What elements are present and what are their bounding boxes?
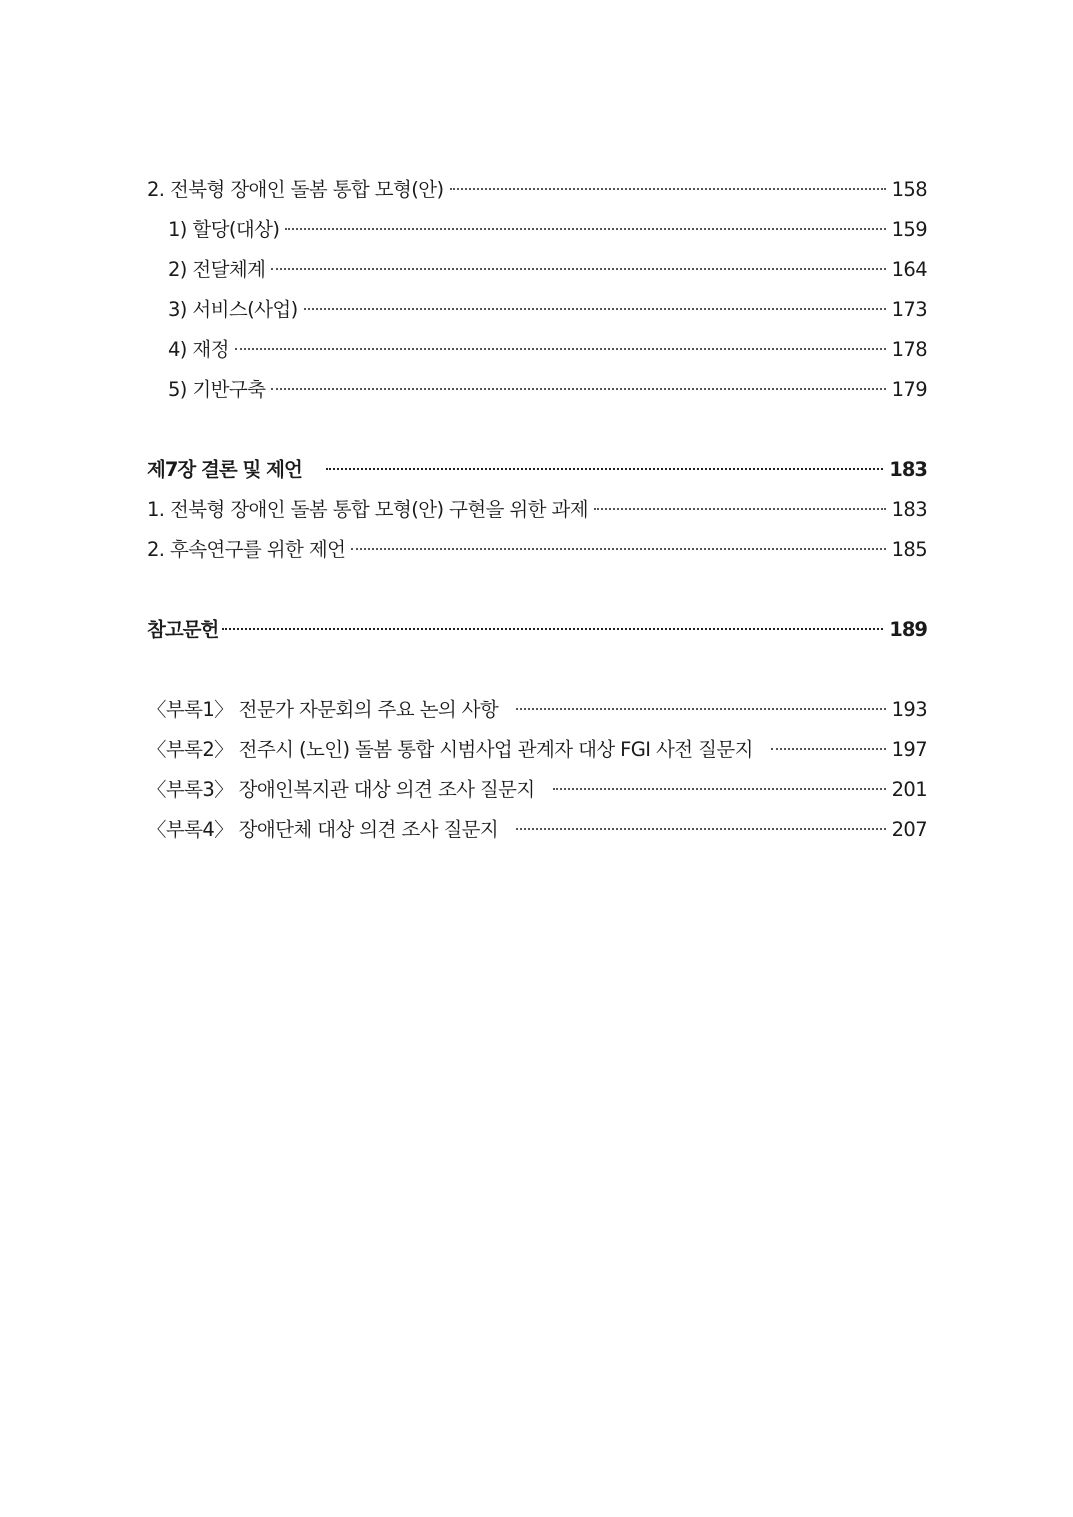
dot-leader bbox=[235, 348, 886, 350]
table-of-contents bbox=[147, 170, 927, 850]
toc-appendix-entry[interactable] bbox=[147, 810, 927, 850]
chapter-page: 183 bbox=[889, 458, 927, 481]
toc-appendix-entry[interactable] bbox=[147, 690, 927, 730]
dot-leader bbox=[516, 828, 885, 830]
toc-subentry[interactable] bbox=[147, 210, 927, 250]
references-title: 참고문헌 bbox=[147, 618, 219, 641]
toc-entry-title: 5) 기반구축 bbox=[168, 378, 266, 401]
dot-leader bbox=[271, 268, 885, 270]
chapter-title: 제7장 결론 및 제언 bbox=[147, 458, 302, 481]
toc-entry[interactable] bbox=[147, 530, 927, 570]
toc-subentry[interactable] bbox=[147, 250, 927, 290]
toc-entry-title: 4) 재정 bbox=[168, 338, 229, 361]
appendix-title: 〈부록2〉 전주시 (노인) 돌봄 통합 시범사업 관계자 대상 FGI 사전 질문지 bbox=[147, 738, 753, 761]
dot-leader bbox=[594, 508, 886, 510]
dot-leader bbox=[271, 388, 885, 390]
appendix-title: 〈부록1〉 전문가 자문회의 주요 논의 사항 bbox=[147, 698, 499, 721]
toc-entry-title: 1. 전북형 장애인 돌봄 통합 모형(안) 구현을 위한 과제 bbox=[147, 498, 588, 521]
appendix-page: 193 bbox=[891, 698, 927, 721]
toc-entry[interactable] bbox=[147, 170, 927, 210]
dot-leader bbox=[516, 708, 885, 710]
spacer bbox=[147, 570, 927, 610]
dot-leader bbox=[351, 548, 885, 550]
appendix-title: 〈부록4〉 장애단체 대상 의견 조사 질문지 bbox=[147, 818, 499, 841]
appendix-page: 201 bbox=[891, 778, 927, 801]
dot-leader bbox=[771, 748, 886, 750]
appendix-page: 197 bbox=[891, 738, 927, 761]
toc-subentry[interactable] bbox=[147, 330, 927, 370]
toc-entry-title: 3) 서비스(사업) bbox=[168, 298, 298, 321]
toc-references-heading[interactable] bbox=[147, 610, 927, 650]
spacer bbox=[147, 650, 927, 690]
dot-leader bbox=[304, 308, 886, 310]
toc-appendix-entry[interactable] bbox=[147, 730, 927, 770]
toc-entry-page: 159 bbox=[891, 218, 927, 241]
appendix-page: 207 bbox=[891, 818, 927, 841]
toc-entry-page: 173 bbox=[891, 298, 927, 321]
toc-entry[interactable] bbox=[147, 490, 927, 530]
toc-entry-title: 2. 후속연구를 위한 제언 bbox=[147, 538, 346, 561]
dot-leader bbox=[326, 468, 883, 470]
dot-leader bbox=[553, 788, 886, 790]
toc-entry-page: 164 bbox=[891, 258, 927, 281]
appendix-title: 〈부록3〉 장애인복지관 대상 의견 조사 질문지 bbox=[147, 778, 535, 801]
toc-subentry[interactable] bbox=[147, 290, 927, 330]
toc-entry-title: 2) 전달체계 bbox=[168, 258, 266, 281]
references-page: 189 bbox=[889, 618, 927, 641]
toc-entry-title: 2. 전북형 장애인 돌봄 통합 모형(안) bbox=[147, 178, 444, 201]
toc-entry-page: 179 bbox=[891, 378, 927, 401]
toc-entry-title: 1) 할당(대상) bbox=[168, 218, 280, 241]
toc-chapter-heading[interactable] bbox=[147, 450, 927, 490]
spacer bbox=[147, 410, 927, 450]
toc-entry-page: 183 bbox=[891, 498, 927, 521]
toc-entry-page: 158 bbox=[891, 178, 927, 201]
dot-leader bbox=[450, 188, 886, 190]
dot-leader bbox=[222, 628, 883, 630]
toc-appendix-entry[interactable] bbox=[147, 770, 927, 810]
dot-leader bbox=[285, 228, 885, 230]
toc-subentry[interactable] bbox=[147, 370, 927, 410]
toc-entry-page: 178 bbox=[891, 338, 927, 361]
toc-entry-page: 185 bbox=[891, 538, 927, 561]
